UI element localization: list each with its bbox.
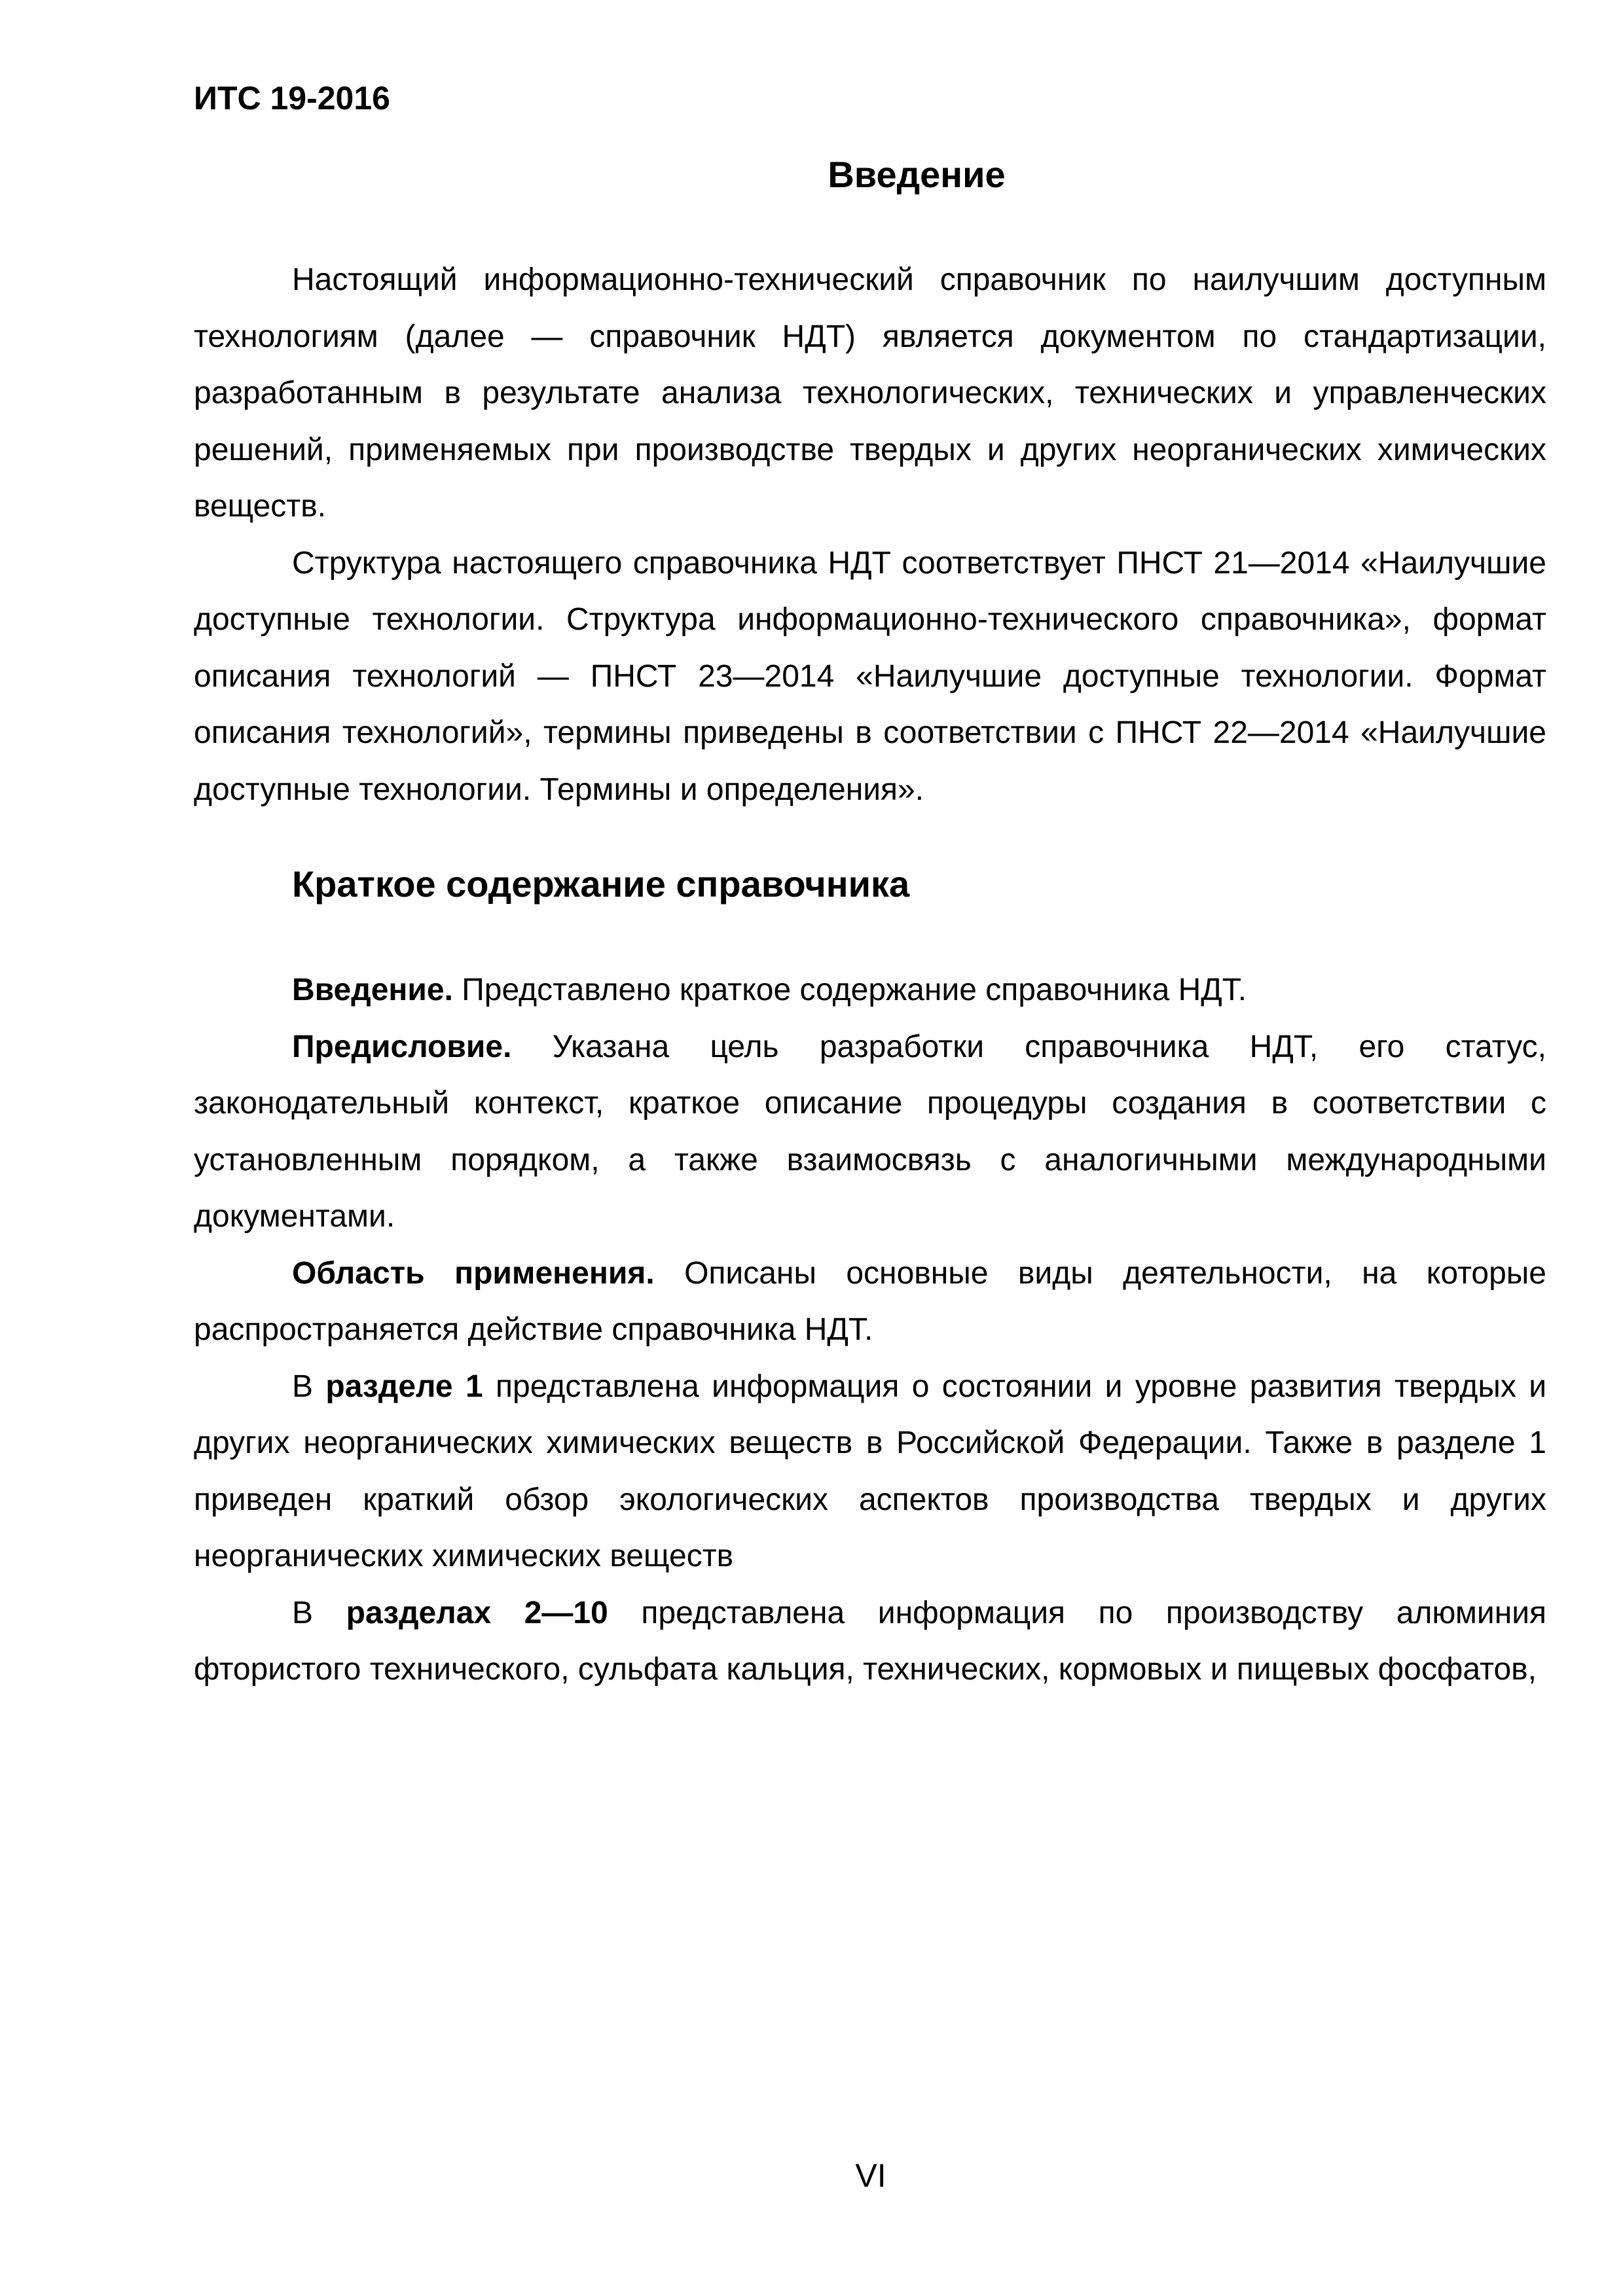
- summary-item-bold: Область применения.: [292, 1255, 655, 1291]
- document-code: ИТС 19-2016: [194, 80, 390, 117]
- summary-item-text: Описаны основные виды деятельности, на которые распространяется действие справочника НДТ.: [194, 1255, 1546, 1347]
- page-number: VI: [855, 2157, 886, 2194]
- summary-item-text: представлена информация о состоянии и уровне развития твердых и других неорганических химических веществ в Российской Федерации. Также в разделе 1 приведен краткий обзор экологических аспектов производства твердых и других неорганических химических веществ: [194, 1369, 1546, 1573]
- summary-item-lead: В: [292, 1369, 326, 1404]
- summary-item-bold: разделах 2—10: [346, 1595, 608, 1630]
- summary-item-preface: [194, 1019, 1546, 1246]
- summary-item-text: Представлено краткое содержание справочника НДТ.: [452, 973, 1247, 1007]
- summary-heading: Краткое содержание справочника: [292, 863, 910, 905]
- summary-item-sections-2-10: [194, 1585, 1546, 1698]
- introduction-title: Введение: [828, 154, 1006, 195]
- introduction-body: [194, 252, 1546, 818]
- summary-item-text: представлена информация по производству алюминия фтористого технического, сульфата кальция, технических, кормовых и пищевых фосфатов,: [194, 1595, 1547, 1687]
- summary-item-scope: [194, 1246, 1546, 1359]
- summary-item-bold: разделе 1: [325, 1369, 483, 1404]
- intro-paragraph-1: Настоящий информационно-технический справочник по наилучшим доступным технологиям (далее — справочник НДТ) является документом по стандартизации, разработанным в результате анализа технологических, технических и управленческих решений, применяемых при производстве твердых и других неорганических химических веществ.: [194, 262, 1546, 524]
- intro-paragraph-2: Структура настоящего справочника НДТ соответствует ПНСТ 21—2014 «Наилучшие доступные технологии. Структура информационно-технического справочника», формат описания технологий — ПНСТ 23—2014 «Наилучшие доступные технологии. Формат описания технологий», термины приведены в соответствии с ПНСТ 22—2014 «Наилучшие доступные технологии. Термины и определения».: [194, 545, 1546, 807]
- summary-item-lead: В: [292, 1595, 346, 1630]
- summary-item-section-1: [194, 1359, 1546, 1585]
- summary-body: [194, 962, 1546, 1698]
- summary-item-bold: Предисловие.: [292, 1029, 512, 1064]
- summary-item-introduction: [194, 962, 1546, 1019]
- summary-item-bold: Введение.: [292, 973, 453, 1007]
- summary-item-text: Указана цель разработки справочника НДТ, его статус, законодательный контекст, краткое описание процедуры создания в соответствии с установленным порядком, а также взаимосвязь с аналогичными международными документами.: [194, 1029, 1546, 1234]
